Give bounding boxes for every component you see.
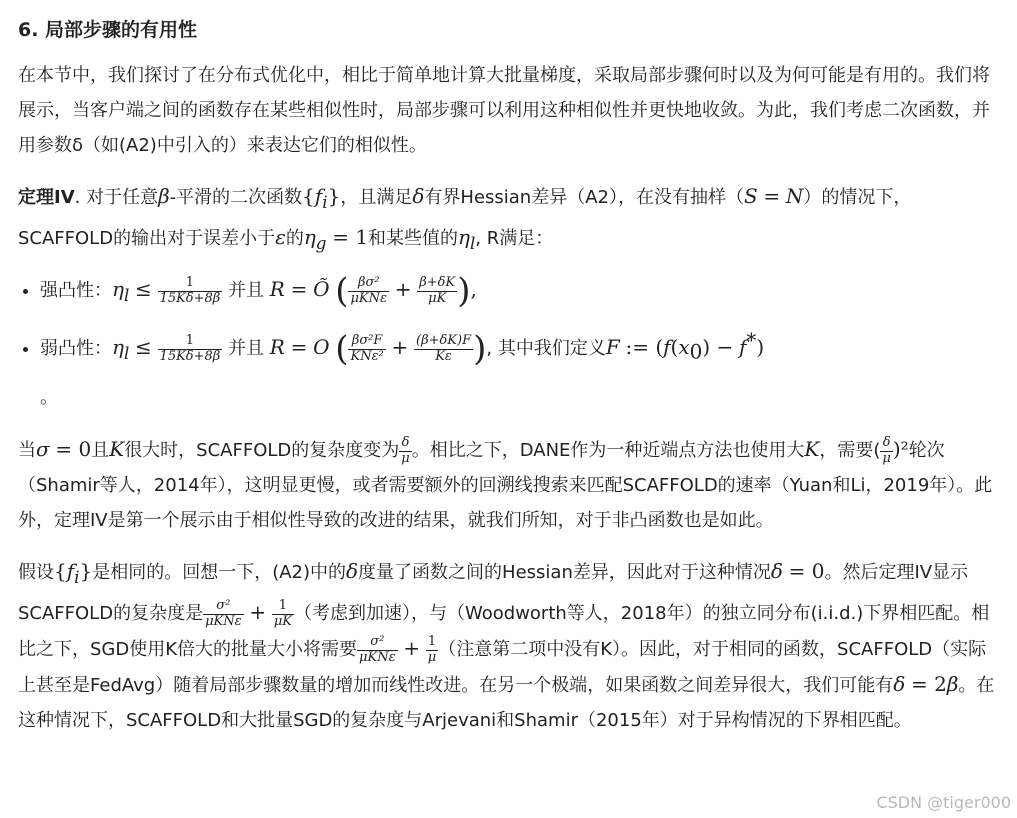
list-item-strong-convex: • 强凸性：$\eta_l$ ≤ $\frac{1}{15K\delta+8\beta}$ 并且 R = Õ ( $\frac{\text{βσ²}}{\text{μKNε}}$ + $\frac{\beta+\delta K}{\mu K}$ ), bbox=[40, 267, 998, 318]
paragraph-intro: 在本节中，我们探讨了在分布式优化中，相比于简单地计算大批量梯度，采取局部步骤何时以及为何可能是有用的。我们将展示，当客户端之间的函数存在某些相似性时，局部步骤可以利用这种相似性并更快地收敛。为此，我们考虑二次函数，并用参数δ（如(A2)中引入的）来表达它们的相似性。 bbox=[18, 65, 990, 156]
theorem-label: 定理IV bbox=[18, 187, 75, 208]
list-item-weak-convex: • 弱凸性：$\eta_l$ ≤ $\frac{1}{15K\delta+8\beta}$ 并且 R = O ( $\frac{\text{βσ²F}}{\text{KNε²}}$ + $\frac{(\beta+\delta K)F}{K\varepsilon}$ ), 其中我们定义F := $(f(x_0) - f^*)$ 。 bbox=[40, 318, 998, 420]
paragraph-complexity: 当σ = 0且K很大时，SCAFFOLD的复杂度变为 $\frac{\delta}{\mu}$ 。相比之下，DANE作为一种近端点方法也使用大K，需要( $\frac{\delta}{\mu}$ )²轮次（Shamir等人，2014年），这明显更慢，或者需要额外的回溯线搜索来匹配SCAFFOLD的速率（Yuan和Li，2019年）。此外，定理IV是第一个展示由于相似性导致的改进的结果，就我们所知，对于非凸函数也是如此。 bbox=[18, 435, 993, 531]
watermark: CSDN @tiger000 bbox=[876, 793, 1011, 812]
convexity-list bbox=[18, 267, 998, 420]
theorem-statement: 定理IV. 对于任意β-平滑的二次函数$\{f_i\}$，且满足δ有界Hessian差异（A2），在没有抽样（S = N）的情况下，SCAFFOLD的输出对于误差小于ε的$\eta_g = 1$和某些值的$\eta_l$, R满足： bbox=[18, 184, 912, 253]
paragraph-identical-functions: 假设$\{f_i\}$是相同的。回想一下，(A2)中的δ度量了函数之间的Hessian差异，因此对于这种情况δ = 0。然后定理IV显示SCAFFOLD的复杂度是 $\frac{\text{σ²}}{\text{μKNε}}$ + $\frac{1}{\mu K}$ （考虑到加速），与（Woodworth等人，2018年）的独立同分布(i.i.d.)下界相匹配。相比之下，SGD使用K倍大的批量大小将需要 $\frac{\text{σ²}}{\text{μKNε}}$ + $\frac{1}{\mu}$ （注意第二项中没有K）。因此，对于相同的函数，SCAFFOLD（实际上甚至是FedAvg）随着局部步骤数量的增加而线性改进。在另一个极端，如果函数之间差异很大，我们可能有δ = 2β。在这种情况下，SCAFFOLD和大批量SGD的复杂度与Arjevani和Shamir（2015年）对于异构情况的下界相匹配。 bbox=[18, 559, 995, 731]
section-title: 6. 局部步骤的有用性 bbox=[18, 19, 198, 41]
article-body bbox=[18, 14, 998, 738]
